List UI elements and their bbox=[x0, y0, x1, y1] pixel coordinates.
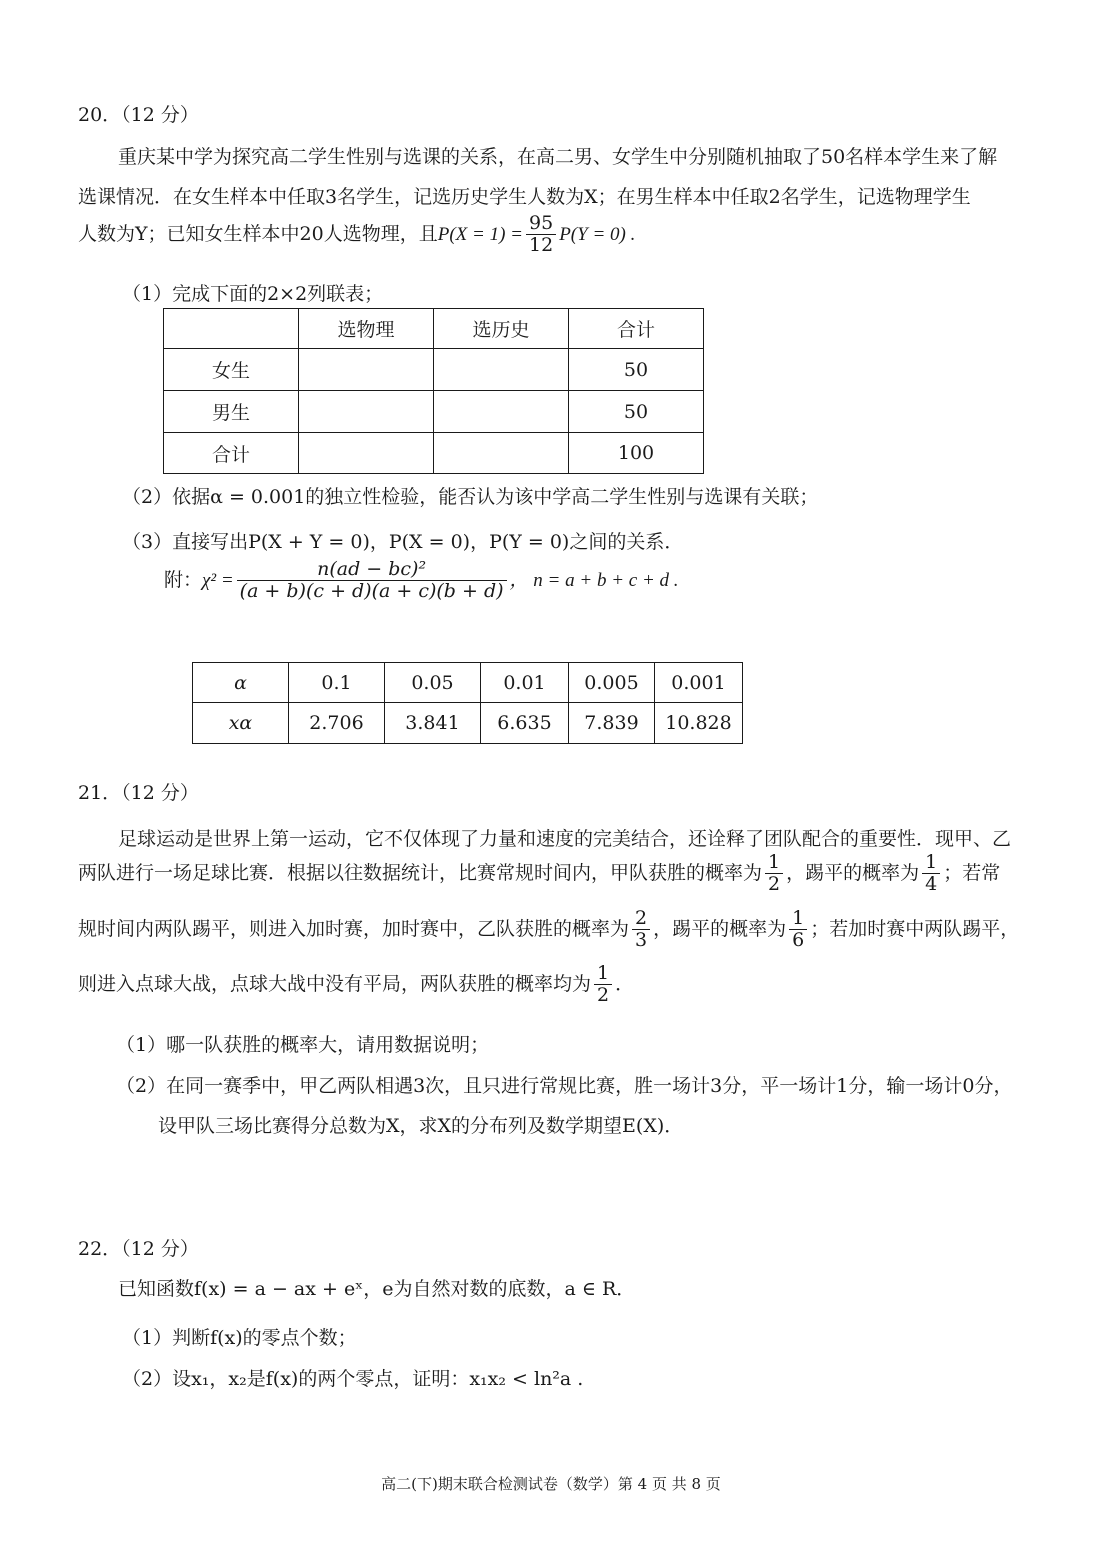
appendix-label: 附： bbox=[164, 568, 203, 591]
table-cell: 50 bbox=[569, 391, 704, 433]
table-cell bbox=[299, 391, 434, 433]
q21-paragraph-2 bbox=[78, 853, 1000, 895]
frac-num: 1 bbox=[597, 962, 610, 984]
table-cell: 合计 bbox=[164, 433, 299, 474]
q21-p3-b: ，踢平的概率为 bbox=[653, 917, 787, 940]
table-cell: 3.841 bbox=[385, 703, 481, 744]
chi-square-formula bbox=[164, 560, 679, 602]
q21-fraction bbox=[765, 853, 783, 895]
frac-den: 3 bbox=[632, 929, 650, 951]
q21-sub-2: （2）在同一赛季中，甲乙两队相遇3次，且只进行常规比赛，胜一场计3分，平一场计1分，输一场计0分， bbox=[116, 1075, 1013, 1097]
q20-paragraph-2: 选课情况．在女生样本中任取3名学生，记选历史学生人数为X；在男生样本中任取2名学生，记选物理学生 bbox=[78, 186, 971, 208]
table-row bbox=[193, 703, 743, 744]
table-cell: 0.1 bbox=[289, 663, 385, 703]
table-row bbox=[193, 663, 743, 703]
contingency-table bbox=[163, 308, 704, 474]
frac-den: 6 bbox=[789, 929, 807, 951]
table-cell: 2.706 bbox=[289, 703, 385, 744]
q20-p3-rhs: P(Y = 0) . bbox=[559, 223, 636, 245]
table-cell bbox=[434, 391, 569, 433]
q20-sub-2: （2）依据α = 0.001的独立性检验，能否认为该中学高二学生性别与选课有关联； bbox=[122, 486, 819, 508]
table-cell: 7.839 bbox=[569, 703, 655, 744]
q21-p4-a: 则进入点球大战，点球大战中没有平局，两队获胜的概率均为 bbox=[78, 972, 592, 995]
table-cell bbox=[299, 433, 434, 474]
table-cell: 50 bbox=[569, 349, 704, 391]
page-footer: 高二(下)期末联合检测试卷（数学）第 4 页 共 8 页 bbox=[381, 1475, 721, 1493]
table-cell: 0.01 bbox=[481, 663, 569, 703]
q21-paragraph-3 bbox=[78, 909, 1019, 951]
q21-sub-1: （1）哪一队获胜的概率大，请用数据说明； bbox=[116, 1034, 490, 1056]
q21-sub-2-cont: 设甲队三场比赛得分总数为X，求X的分布列及数学期望E(X)． bbox=[158, 1115, 684, 1137]
q22-header: 22．（12 分） bbox=[78, 1238, 199, 1260]
q21-paragraph-1: 足球运动是世界上第一运动，它不仅体现了力量和速度的完美结合，还诠释了团队配合的重要性．现甲、乙 bbox=[118, 828, 1012, 850]
q21-paragraph-4 bbox=[78, 964, 634, 1006]
table-header-cell: 选历史 bbox=[434, 309, 569, 349]
table-row bbox=[164, 433, 704, 474]
q21-p3-a: 规时间内两队踢平，则进入加时赛，加时赛中，乙队获胜的概率为 bbox=[78, 917, 630, 940]
table-header-cell bbox=[164, 309, 299, 349]
frac-den: 4 bbox=[922, 873, 940, 895]
q21-p2-c: ；若常 bbox=[943, 861, 1001, 884]
table-cell: 10.828 bbox=[655, 703, 743, 744]
table-cell: 0.05 bbox=[385, 663, 481, 703]
q22-sub-2: （2）设x₁，x₂是f(x)的两个零点，证明：x₁x₂ < ln²a . bbox=[122, 1368, 584, 1390]
q21-p2-b: ，踢平的概率为 bbox=[786, 861, 920, 884]
q20-paragraph-3 bbox=[78, 214, 635, 256]
frac-num: 1 bbox=[925, 851, 938, 873]
table-header-cell: 选物理 bbox=[299, 309, 434, 349]
table-cell bbox=[434, 349, 569, 391]
q21-fraction bbox=[789, 909, 807, 951]
table-cell: 6.635 bbox=[481, 703, 569, 744]
critical-value-table bbox=[192, 662, 743, 744]
table-cell: xα bbox=[193, 703, 289, 744]
table-header-cell: 合计 bbox=[569, 309, 704, 349]
q21-fraction bbox=[922, 853, 940, 895]
q21-p2-a: 两队进行一场足球比赛．根据以往数据统计，比赛常规时间内，甲队获胜的概率为 bbox=[78, 861, 763, 884]
table-cell bbox=[299, 349, 434, 391]
table-cell: 100 bbox=[569, 433, 704, 474]
table-row bbox=[164, 391, 704, 433]
table-cell: 0.005 bbox=[569, 663, 655, 703]
q20-paragraph-1: 重庆某中学为探究高二学生性别与选课的关系，在高二男、女学生中分别随机抽取了50名样本学生来了解 bbox=[118, 146, 998, 168]
q22-paragraph-1: 已知函数f(x) = a − ax + eˣ，e为自然对数的底数，a ∈ R． bbox=[118, 1278, 636, 1300]
chi-fraction bbox=[237, 560, 507, 602]
q21-p4-b: ． bbox=[615, 972, 635, 995]
q20-frac-den: 12 bbox=[526, 234, 556, 256]
chi-lhs: χ² = bbox=[202, 569, 234, 591]
q20-frac-num: 95 bbox=[529, 212, 554, 234]
frac-num: 1 bbox=[768, 851, 781, 873]
q20-header: 20．（12 分） bbox=[78, 104, 199, 126]
q21-fraction bbox=[594, 964, 612, 1006]
frac-num: 1 bbox=[792, 907, 805, 929]
chi-numerator: n(ad − bc)² bbox=[317, 558, 427, 580]
q20-sub-1: （1）完成下面的2×2列联表； bbox=[122, 283, 384, 305]
table-row bbox=[164, 349, 704, 391]
table-cell: 女生 bbox=[164, 349, 299, 391]
q20-p3-lhs: P(X = 1) = bbox=[437, 223, 523, 245]
q20-fraction bbox=[526, 214, 556, 256]
frac-num: 2 bbox=[635, 907, 648, 929]
q21-p3-c: ；若加时赛中两队踢平， bbox=[810, 917, 1020, 940]
n-formula: ， n = a + b + c + d . bbox=[509, 569, 679, 591]
frac-den: 2 bbox=[765, 873, 783, 895]
table-cell bbox=[434, 433, 569, 474]
frac-den: 2 bbox=[594, 984, 612, 1006]
q21-header: 21．（12 分） bbox=[78, 782, 199, 804]
chi-denominator: (a + b)(c + d)(a + c)(b + d) bbox=[237, 580, 507, 602]
table-cell: α bbox=[193, 663, 289, 703]
q20-p3-text: 人数为Y；已知女生样本中20人选物理，且 bbox=[78, 222, 438, 245]
table-cell: 0.001 bbox=[655, 663, 743, 703]
q21-fraction bbox=[632, 909, 650, 951]
q22-sub-1: （1）判断f(x)的零点个数； bbox=[122, 1327, 357, 1349]
q20-sub-3: （3）直接写出P(X + Y = 0)，P(X = 0)，P(Y = 0)之间的关系． bbox=[122, 531, 684, 553]
table-cell: 男生 bbox=[164, 391, 299, 433]
